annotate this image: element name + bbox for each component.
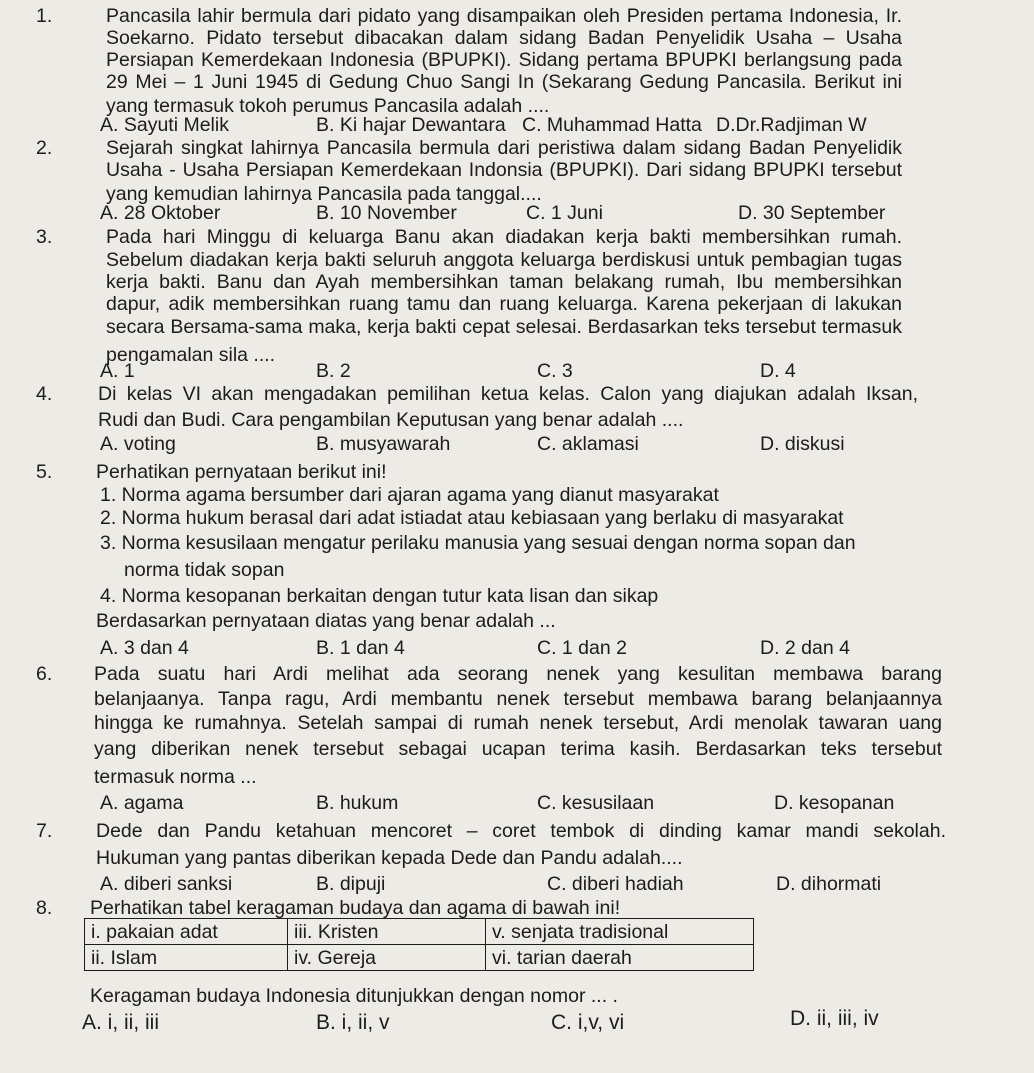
option-a[interactable]: A. Sayuti Melik bbox=[100, 114, 229, 136]
option-b[interactable]: B. musyawarah bbox=[316, 433, 451, 455]
question-text-line: belanjaanya. Tanpa ragu, Ardi membantu nenek tersebut membawa barang belanjaannya bbox=[94, 688, 942, 710]
culture-religion-table bbox=[84, 918, 754, 971]
table-cell: v. senjata tradisional bbox=[486, 919, 754, 945]
question-text-line: Persiapan Kemerdekaan Indonesia (BPUPKI). Sidang pertama BPUPKI berlangsung pada bbox=[106, 49, 902, 71]
question-number: 8. bbox=[36, 897, 53, 919]
question-text-line: yang termasuk tokoh perumus Pancasila adalah .... bbox=[106, 95, 550, 117]
option-c[interactable]: C. 3 bbox=[537, 360, 573, 382]
question-text-line: Hukuman yang pantas diberikan kepada Dede dan Pandu adalah.... bbox=[96, 847, 683, 869]
option-a[interactable]: A. 1 bbox=[100, 360, 135, 382]
option-a[interactable]: A. i, ii, iii bbox=[82, 1011, 160, 1034]
statement-4: 4. Norma kesopanan berkaitan dengan tutur kata lisan dan sikap bbox=[100, 585, 659, 607]
option-d[interactable]: D. 4 bbox=[760, 360, 796, 382]
question-text-line: Dede dan Pandu ketahuan mencoret – coret tembok di dinding kamar mandi sekolah. bbox=[96, 820, 946, 842]
question-text-line: 29 Mei – 1 Juni 1945 di Gedung Chuo Sangi In (Sekarang Gedung Pancasila. Berikut ini bbox=[106, 71, 902, 93]
option-a[interactable]: A. agama bbox=[100, 792, 184, 814]
question-number: 2. bbox=[36, 137, 53, 159]
question-text-line: Pancasila lahir bermula dari pidato yang disampaikan oleh Presiden pertama Indonesia, Ir. bbox=[106, 5, 902, 27]
question-text-line: Keragaman budaya Indonesia ditunjukkan dengan nomor ... . bbox=[90, 985, 618, 1007]
table-cell: iii. Kristen bbox=[288, 919, 486, 945]
question-text-line: Berdasarkan pernyataan diatas yang benar adalah ... bbox=[96, 610, 556, 632]
statement-3-continued: norma tidak sopan bbox=[124, 559, 285, 581]
option-c[interactable]: C. Muhammad Hatta bbox=[522, 114, 702, 136]
question-text-line: yang kemudian lahirnya Pancasila pada tanggal.... bbox=[106, 183, 542, 205]
table-cell: iv. Gereja bbox=[288, 945, 486, 971]
question-text-line: Sebelum diadakan kerja bakti seluruh anggota keluarga berdiskusi untuk pembagian tugas bbox=[106, 249, 902, 271]
question-text-line: Perhatikan tabel keragaman budaya dan agama di bawah ini! bbox=[90, 897, 621, 919]
option-a[interactable]: A. diberi sanksi bbox=[100, 873, 233, 895]
option-c[interactable]: C. i,v, vi bbox=[551, 1011, 625, 1034]
statement-3: 3. Norma kesusilaan mengatur perilaku manusia yang sesuai dengan norma sopan dan bbox=[100, 532, 856, 554]
question-number: 1. bbox=[36, 5, 53, 27]
question-text-line: Pada suatu hari Ardi melihat ada seorang nenek yang kesulitan membawa barang bbox=[94, 663, 942, 685]
question-text-line: hingga ke rumahnya. Setelah sampai di rumah nenek tersebut, Ardi menolak tawaran uang bbox=[94, 712, 942, 734]
table-row bbox=[85, 919, 754, 945]
option-d[interactable]: D. diskusi bbox=[760, 433, 845, 455]
table-cell: i. pakaian adat bbox=[85, 919, 288, 945]
option-c[interactable]: C. diberi hadiah bbox=[547, 873, 684, 895]
question-text-line: kerja bakti. Banu dan Ayah membersihkan taman belakang rumah, Ibu membersihkan bbox=[106, 271, 902, 293]
question-text-line: Di kelas VI akan mengadakan pemilihan ketua kelas. Calon yang diajukan adalah Iksan, bbox=[98, 383, 918, 405]
option-d[interactable]: D. 30 September bbox=[738, 202, 886, 224]
question-number: 3. bbox=[36, 226, 53, 248]
option-d[interactable]: D. kesopanan bbox=[774, 792, 895, 814]
option-c[interactable]: C. aklamasi bbox=[537, 433, 639, 455]
question-number: 7. bbox=[36, 820, 53, 842]
question-text-line: Pada hari Minggu di keluarga Banu akan diadakan kerja bakti membersihkan rumah. bbox=[106, 226, 902, 248]
option-d[interactable]: D.Dr.Radjiman W bbox=[716, 114, 867, 136]
table-cell: vi. tarian daerah bbox=[486, 945, 754, 971]
statement-2: 2. Norma hukum berasal dari adat istiadat atau kebiasaan yang berlaku di masyarakat bbox=[100, 507, 844, 529]
question-text-line: Sejarah singkat lahirnya Pancasila bermula dari peristiwa dalam sidang Badan Penyelidik bbox=[106, 137, 902, 159]
question-number: 4. bbox=[36, 383, 53, 405]
option-a[interactable]: A. 28 Oktober bbox=[100, 202, 221, 224]
table-cell: ii. Islam bbox=[85, 945, 288, 971]
option-d[interactable]: D. 2 dan 4 bbox=[760, 637, 850, 659]
question-number: 5. bbox=[36, 461, 53, 483]
option-b[interactable]: B. dipuji bbox=[316, 873, 386, 895]
question-text-line: termasuk norma ... bbox=[94, 766, 257, 788]
option-d[interactable]: D. ii, iii, iv bbox=[790, 1007, 879, 1030]
question-text-line: Perhatikan pernyataan berikut ini! bbox=[96, 461, 387, 483]
option-c[interactable]: C. 1 Juni bbox=[526, 202, 603, 224]
option-b[interactable]: B. hukum bbox=[316, 792, 399, 814]
question-number: 6. bbox=[36, 663, 53, 685]
question-text-line: Rudi dan Budi. Cara pengambilan Keputusan yang benar adalah .... bbox=[98, 409, 684, 431]
option-a[interactable]: A. 3 dan 4 bbox=[100, 637, 189, 659]
question-text-line: Usaha - Usaha Persiapan Kemerdekaan Indonsia (BPUPKI). Dari sidang BPUPKI tersebut bbox=[106, 159, 902, 181]
question-text-line: Soekarno. Pidato tersebut dibacakan dalam sidang Badan Penyelidik Usaha – Usaha bbox=[106, 27, 902, 49]
option-a[interactable]: A. voting bbox=[100, 433, 176, 455]
option-c[interactable]: C. kesusilaan bbox=[537, 792, 655, 814]
table-row bbox=[85, 945, 754, 971]
option-b[interactable]: B. i, ii, v bbox=[316, 1011, 390, 1034]
question-text-line: dapur, adik membersihkan ruang tamu dan ruang keluarga. Karena pekerjaan di lakukan bbox=[106, 293, 902, 315]
statement-1: 1. Norma agama bersumber dari ajaran agama yang dianut masyarakat bbox=[100, 484, 719, 506]
option-c[interactable]: C. 1 dan 2 bbox=[537, 637, 627, 659]
question-text-line: yang diberikan nenek tersebut sebagai ucapan terima kasih. Berdasarkan teks tersebut bbox=[94, 738, 942, 760]
question-text-line: secara Bersama-sama maka, kerja bakti cepat selesai. Berdasarkan teks tersebut termasuk bbox=[106, 316, 902, 338]
option-b[interactable]: B. 1 dan 4 bbox=[316, 637, 405, 659]
option-d[interactable]: D. dihormati bbox=[776, 873, 882, 895]
question-text-line: pengamalan sila .... bbox=[106, 344, 276, 366]
option-b[interactable]: B. 2 bbox=[316, 360, 351, 382]
option-b[interactable]: B. Ki hajar Dewantara bbox=[316, 114, 506, 136]
option-b[interactable]: B. 10 November bbox=[316, 202, 457, 224]
